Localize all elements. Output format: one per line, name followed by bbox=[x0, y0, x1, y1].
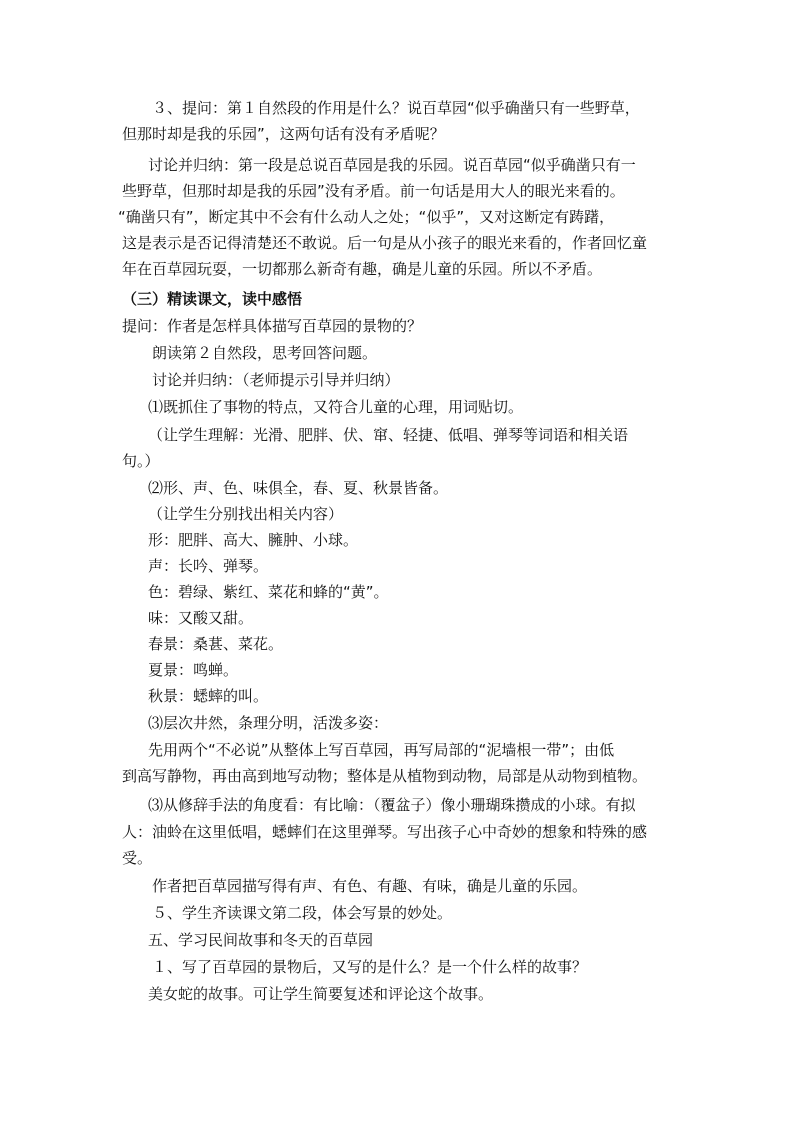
text-line: ⑴既抓住了事物的特点，又符合儿童的心理，用词贴切。 bbox=[148, 398, 524, 416]
text-line: 秋景：蟋蟀的叫。 bbox=[148, 687, 269, 705]
section-heading: （三）精读课文，读中感悟 bbox=[122, 290, 303, 308]
text-line: 提问：作者是怎样具体描写百草园的景物的？ bbox=[122, 317, 423, 335]
text-line: 受。 bbox=[122, 849, 153, 867]
text-line: 这是表示是否记得清楚还不敢说。后一句是从小孩子的眼光来看的，作者回忆童 bbox=[122, 234, 648, 252]
text-line: 但那时却是我的乐园”，这两句话有没有矛盾呢？ bbox=[122, 125, 445, 143]
text-line: ⑵形、声、色、味俱全，春、夏、秋景皆备。 bbox=[148, 479, 449, 497]
text-line: 春景：桑葚、菜花。 bbox=[148, 635, 284, 653]
text-line: （让学生分别找出相关内容） bbox=[148, 505, 344, 523]
text-line: ５、学生齐读课文第二段，体会写景的妙处。 bbox=[152, 904, 453, 922]
text-line: 五、学习民间故事和冬天的百草园 bbox=[148, 931, 374, 949]
text-line: 年在百草园玩耍，一切都那么新奇有趣，确是儿童的乐园。所以不矛盾。 bbox=[122, 260, 603, 278]
text-line: 讨论并归纳：（老师提示引导并归纳） bbox=[152, 371, 400, 389]
text-line: １、写了百草园的景物后，又写的是什么？是一个什么样的故事？ bbox=[152, 958, 588, 976]
text-line: ⑶从修辞手法的角度看：有比喻：（覆盆子）像小珊瑚珠攒成的小球。有拟 bbox=[148, 796, 636, 814]
text-line: 味：又酸又甜。 bbox=[148, 609, 254, 627]
text-line: “确凿只有”，断定其中不会有什么动人之处；“似乎”，又对这断定有踌躇， bbox=[118, 208, 615, 226]
text-line: 先用两个“不必说”从整体上写百草园，再写局部的“泥墙根一带”；由低 bbox=[148, 741, 615, 759]
text-line: 些野草，但那时却是我的乐园”没有矛盾。前一句话是用大人的眼光来看的。 bbox=[122, 182, 625, 200]
text-line: 到高写静物，再由高到地写动物；整体是从植物到动物，局部是从动物到植物。 bbox=[122, 767, 648, 785]
text-line: ３、提问：第１自然段的作用是什么？说百草园“似乎确凿只有一些野草， bbox=[152, 99, 640, 117]
text-line: 美女蛇的故事。可让学生简要复述和评论这个故事。 bbox=[148, 985, 494, 1003]
text-line: 夏景：鸣蝉。 bbox=[148, 661, 239, 679]
text-line: （让学生理解：光滑、肥胖、伏、窜、轻捷、低唱、弹琴等词语和相关语 bbox=[148, 426, 629, 444]
text-line: 形：肥胖、高大、臃肿、小球。 bbox=[148, 531, 359, 549]
text-line: 朗读第２自然段，思考回答问题。 bbox=[152, 344, 378, 362]
text-line: 作者把百草园描写得有声、有色、有趣、有味，确是儿童的乐园。 bbox=[152, 877, 588, 895]
text-line: 人：油蛉在这里低唱，蟋蟀们在这里弹琴。写出孩子心中奇妙的想象和特殊的感 bbox=[122, 823, 648, 841]
text-line: 声：长吟、弹琴。 bbox=[148, 557, 269, 575]
text-line: 色：碧绿、紫红、菜花和蜂的“黄”。 bbox=[148, 583, 389, 601]
text-line: 讨论并归纳：第一段是总说百草园是我的乐园。说百草园“似乎确凿只有一 bbox=[148, 156, 636, 174]
text-line: 句。） bbox=[122, 452, 160, 470]
text-line: ⑶层次井然，条理分明，活泼多姿： bbox=[148, 714, 389, 732]
